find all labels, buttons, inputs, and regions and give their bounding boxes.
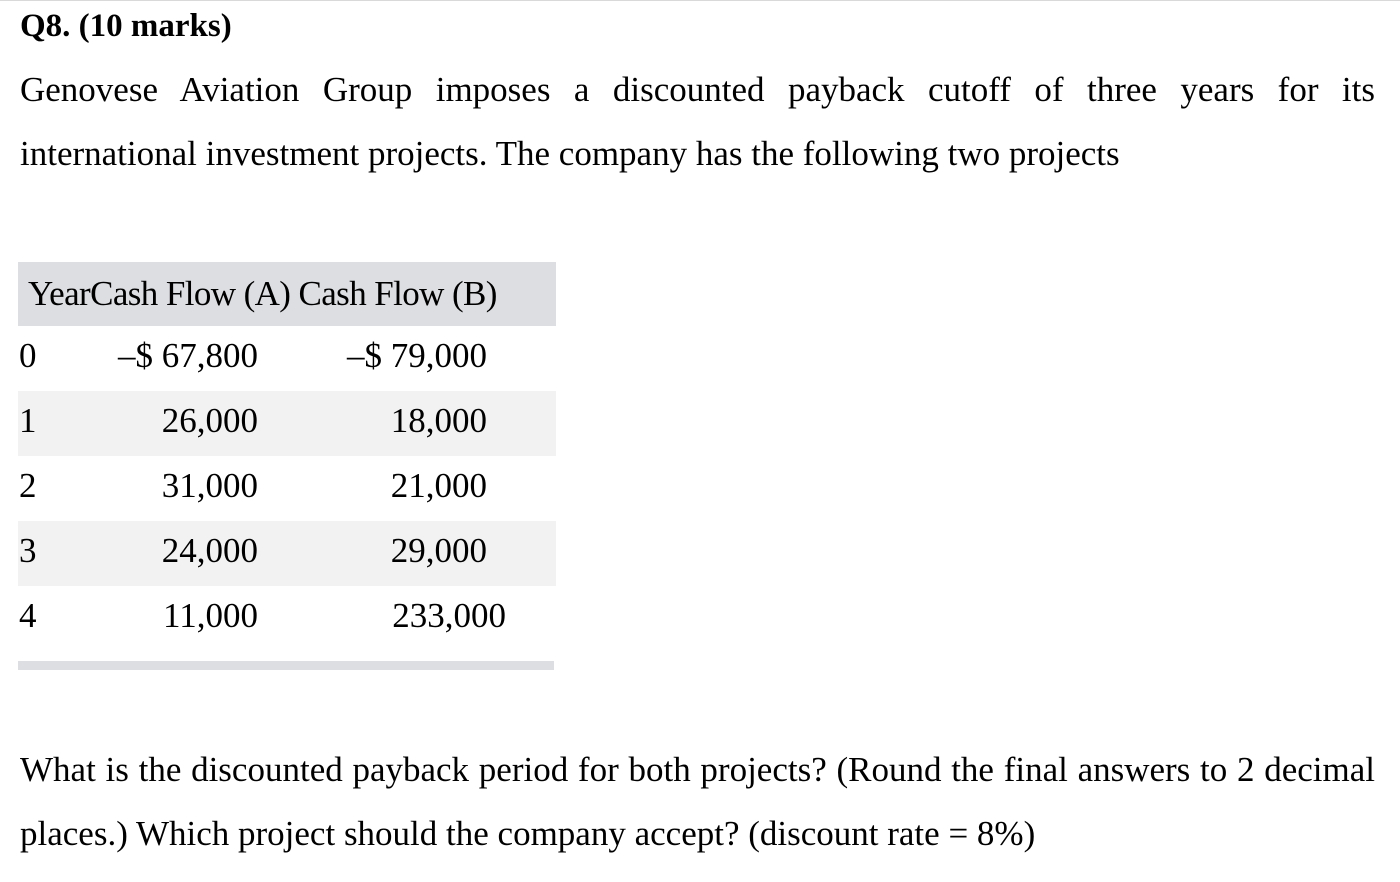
cash-flow-b-cell: 233,000 <box>392 596 506 635</box>
question-intro: Genovese Aviation Group imposes a discounted payback cutoff of three years for its international investment projects. The company has the following two projects <box>20 70 1375 173</box>
table-row <box>18 586 556 651</box>
table-row <box>18 521 556 586</box>
table-row <box>18 326 556 391</box>
cash-flow-b-cell: 29,000 <box>390 531 487 570</box>
cash-flow-a-cell: 11,000 <box>163 596 258 635</box>
top-rule <box>0 0 1400 1</box>
cash-flow-a-cell: 31,000 <box>161 466 258 505</box>
cash-flow-b-cell: 18,000 <box>390 401 487 440</box>
year-cell: 3 <box>19 531 37 570</box>
cash-flow-a-cell: 26,000 <box>161 401 258 440</box>
cash-flow-table <box>18 262 556 670</box>
table-header: YearCash Flow (A) Cash Flow (B) <box>18 262 556 326</box>
table-footer-bar <box>18 661 554 670</box>
table-row <box>18 456 556 521</box>
cash-flow-b-cell: –$ 79,000 <box>347 336 487 375</box>
year-cell: 0 <box>19 336 37 375</box>
cash-flow-a-cell: 24,000 <box>161 531 258 570</box>
cash-flow-a-cell: –$ 67,800 <box>118 336 258 375</box>
cash-flow-b-cell: 21,000 <box>390 466 487 505</box>
year-cell: 2 <box>19 466 37 505</box>
year-cell: 4 <box>19 596 37 635</box>
table-row <box>18 391 556 456</box>
question-prompt: What is the discounted payback period for both projects? (Round the final answers to 2 decimal places.) Which project should the company accept? (discount rate = 8%) <box>20 750 1375 853</box>
question-heading: Q8. (10 marks) <box>20 8 232 44</box>
year-cell: 1 <box>19 401 37 440</box>
